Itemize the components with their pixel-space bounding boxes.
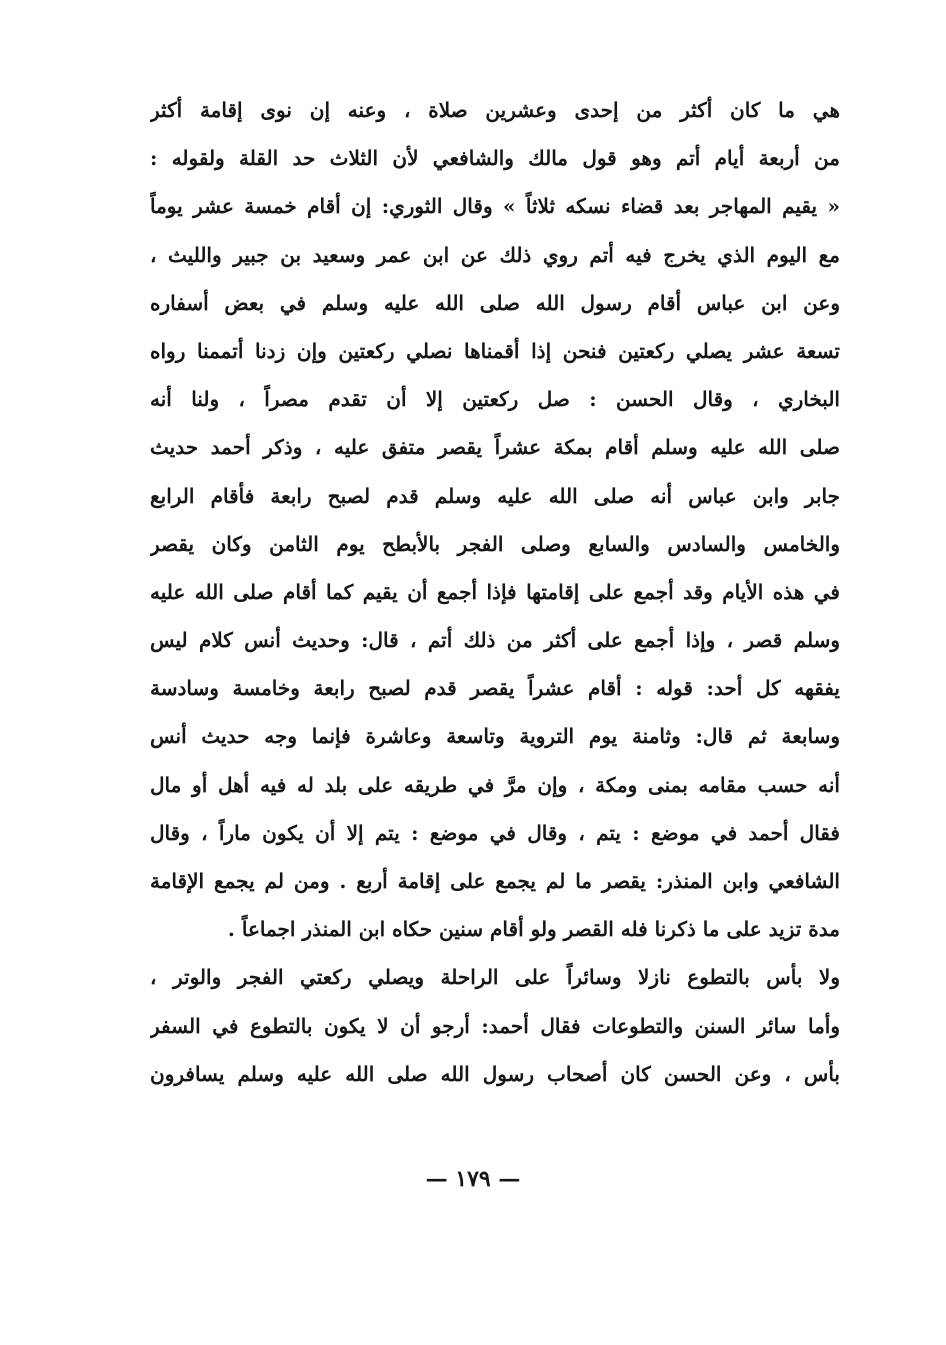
text-line: بأس ، وعن الحسن كان أصحاب رسول الله صلى الله عليه وسلم يسافرون: [150, 1061, 840, 1086]
text-line: ولا بأس بالتطوع نازلا وسائراً على الراحلة ويصلي ركعتي الفجر والوتر ،: [150, 965, 840, 990]
text-line: البخاري ، وقال الحسن : صل ركعتين إلا أن تقدم مصراً ، ولنا أنه: [150, 387, 840, 412]
text-line: مع اليوم الذي يخرج فيه أتم روي ذلك عن ابن عمر وسعيد بن جبير والليث ،: [150, 242, 840, 267]
text-line: جابر وابن عباس أنه صلى الله عليه وسلم قدم لصبح رابعة فأقام الرابع: [150, 483, 840, 508]
text-line: الشافعي وابن المنذر: يقصر ما لم يجمع على إقامة أربع . ومن لم يجمع الإقامة: [150, 869, 840, 893]
text-line: « يقيم المهاجر بعد قضاء نسكه ثلاثاً » وقال الثوري: إن أقام خمسة عشر يوماً: [150, 194, 840, 219]
text-line: مدة تزيد على ما ذكرنا فله القصر ولو أقام سنين حكاه ابن المنذر اجماعاً .: [227, 917, 840, 942]
text-line: تسعة عشر يصلي ركعتين فنحن إذا أقمناها نصلي ركعتين وإن زدنا أتممنا رواه: [150, 338, 840, 363]
text-line: وأما سائر السنن والتطوعات فقال أحمد: أرجو أن لا يكون بالتطوع في السفر: [150, 1013, 840, 1038]
page-number: — ١٧٩ —: [425, 1166, 521, 1192]
text-line: من أربعة أيام أتم وهو قول مالك والشافعي لأن الثلاث حد القلة ولقوله :: [150, 146, 840, 171]
text-line: والخامس والسادس والسابع وصلى الفجر بالأبطح يوم الثامن وكان يقصر: [150, 531, 840, 556]
text-line: يفقهه كل أحد: قوله : أقام عشراً يقصر قدم لصبح رابعة وخامسة وسادسة: [150, 676, 840, 701]
text-line: فقال أحمد في موضع : يتم ، وقال في موضع : يتم إلا أن يكون ماراً ، وقال: [150, 820, 840, 845]
text-line: في هذه الأيام وقد أجمع على إقامتها فإذا أجمع أن يقيم كما أقام صلى الله عليه: [150, 579, 840, 604]
text-line: وعن ابن عباس أقام رسول الله صلى الله عليه وسلم في بعض أسفاره: [150, 290, 840, 315]
text-line: أنه حسب مقامه بمنى ومكة ، وإن مرَّ في طريقه على بلد له فيه أهل أو مال: [150, 772, 840, 797]
text-line: وسابعة ثم قال: وثامنة يوم التروية وتاسعة وعاشرة فإنما وجه حديث أنس: [150, 724, 840, 749]
text-line: وسلم قصر ، وإذا أجمع على أكثر من ذلك أتم ، قال: وحديث أنس كلام ليس: [150, 628, 840, 653]
text-line: هي ما كان أكثر من إحدى وعشرين صلاة ، وعنه إن نوى إقامة أكثر: [150, 98, 840, 122]
body-text: [150, 86, 840, 1098]
text-line: صلى الله عليه وسلم أقام بمكة عشراً يقصر متفق عليه ، وذكر أحمد حديث: [150, 435, 840, 460]
